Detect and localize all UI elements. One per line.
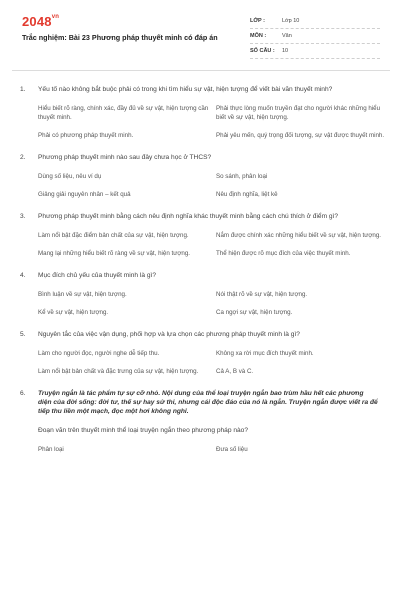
option-d[interactable]: Thể hiện được rõ mục đích của việc thuyết minh. (216, 250, 351, 257)
option-b[interactable]: Phải thực lòng muốn truyền đạt cho người khác những hiểu biết về sự vật, hiện tượng. (216, 105, 381, 121)
question-list (0, 71, 400, 454)
option-grid (38, 349, 388, 376)
option-a[interactable]: Hiểu biết rõ ràng, chính xác, đầy đủ về sự vật, hiện tượng cần thuyết minh. (38, 105, 209, 121)
option-b[interactable]: Nói thật rõ về sự vật, hiện tượng. (216, 291, 308, 298)
meta-subject-row (250, 29, 380, 44)
question-3 (20, 212, 388, 258)
question-text: Nguyên tắc của việc vận dụng, phối hợp và lựa chọn các phương pháp thuyết minh là gì? (38, 331, 300, 338)
meta-grade-value: Lớp 10 (282, 18, 300, 24)
option-d[interactable]: Cả A, B và C. (216, 368, 254, 375)
question-text: Yếu tố nào không bắt buộc phải có trong khi tìm hiểu sự vật, hiện tượng để viết bài văn thuyết minh? (38, 86, 333, 93)
option-d[interactable]: Ca ngợi sự vật, hiện tượng. (216, 309, 293, 316)
question-6 (20, 389, 388, 454)
question-1 (20, 85, 388, 140)
question-number: 4. (20, 272, 26, 279)
logo-text: 2048 (22, 14, 52, 29)
option-grid (38, 104, 388, 140)
question-5 (20, 330, 388, 376)
question-text: Phương pháp thuyết minh bằng cách nêu định nghĩa khác thuyết minh bằng cách chú thích ở điểm gì? (38, 213, 339, 220)
question-number: 2. (20, 154, 26, 161)
option-c[interactable]: Kể về sự vật, hiện tượng. (38, 309, 109, 316)
option-grid (38, 172, 388, 199)
option-d[interactable]: Phải yêu mến, quý trọng đối tượng, sự vật được thuyết minh. (216, 132, 385, 139)
meta-count-value: 10 (282, 48, 289, 54)
option-d[interactable]: Nêu định nghĩa, liệt kê (216, 191, 278, 198)
question-passage: Truyện ngắn là tác phẩm tự sự cỡ nhỏ. Nội dung của thể loại truyện ngắn bao trùm hầu hết các phương diện của đời sống: đời tư, thế sự hay sử thi, nhưng cái độc đáo của nó là ngắn. Truyện ngắn được viết ra để tiếp thu liền một mạch, đọc một hơi không nghỉ. (38, 390, 378, 415)
option-grid (38, 290, 388, 317)
question-2 (20, 153, 388, 199)
question-text: Mục đích chủ yếu của thuyết minh là gì? (38, 272, 157, 279)
option-c[interactable]: Phải có phương pháp thuyết minh. (38, 132, 134, 139)
page-title: Trắc nghiệm: Bài 23 Phương pháp thuyết minh có đáp án (22, 33, 218, 42)
option-b[interactable]: Nắm được chính xác những hiểu biết về sự vật, hiện tượng. (216, 232, 382, 239)
question-text: Phương pháp thuyết minh nào sau đây chưa học ở THCS? (38, 154, 212, 161)
meta-grade-label: LỚP : (250, 18, 265, 24)
option-c[interactable]: Làm nổi bật bản chất và đặc trưng của sự vật, hiện tượng. (38, 368, 199, 375)
question-number: 5. (20, 331, 26, 338)
question-number: 1. (20, 86, 26, 93)
option-b[interactable]: Đưa số liệu (216, 446, 248, 453)
meta-count-row (250, 44, 380, 59)
meta-grade-row (250, 14, 380, 29)
option-a[interactable]: Dùng số liệu, nêu ví dụ (38, 173, 102, 180)
question-prompt: Đoạn văn trên thuyết minh thể loại truyện ngắn theo phương pháp nào? (38, 427, 248, 434)
page-header (0, 0, 400, 60)
option-c[interactable]: Giảng giải nguyên nhân – kết quả (38, 191, 131, 198)
option-b[interactable]: So sánh, phân loại (216, 173, 268, 180)
option-a[interactable]: Làm cho người đọc, người nghe dễ tiếp thu. (38, 350, 160, 357)
question-number: 6. (20, 390, 26, 397)
quiz-meta (250, 14, 380, 59)
option-a[interactable]: Bình luận về sự vật, hiện tượng. (38, 291, 127, 298)
question-4 (20, 271, 388, 317)
meta-subject-value: Văn (282, 33, 292, 39)
meta-count-label: SỐ CÂU : (250, 48, 275, 54)
option-grid (38, 445, 388, 454)
option-a[interactable]: Làm nổi bật đặc điểm bản chất của sự vật, hiện tượng. (38, 232, 189, 239)
logo-suffix: vn (51, 14, 60, 20)
meta-subject-label: MÔN : (250, 33, 267, 39)
option-c[interactable]: Mang lại những hiểu biết rõ ràng về sự vật, hiện tượng. (38, 250, 191, 257)
option-b[interactable]: Không xa rời mục đích thuyết minh. (216, 350, 314, 357)
question-number: 3. (20, 213, 26, 220)
option-a[interactable]: Phân loại (38, 446, 64, 453)
option-grid (38, 231, 388, 258)
